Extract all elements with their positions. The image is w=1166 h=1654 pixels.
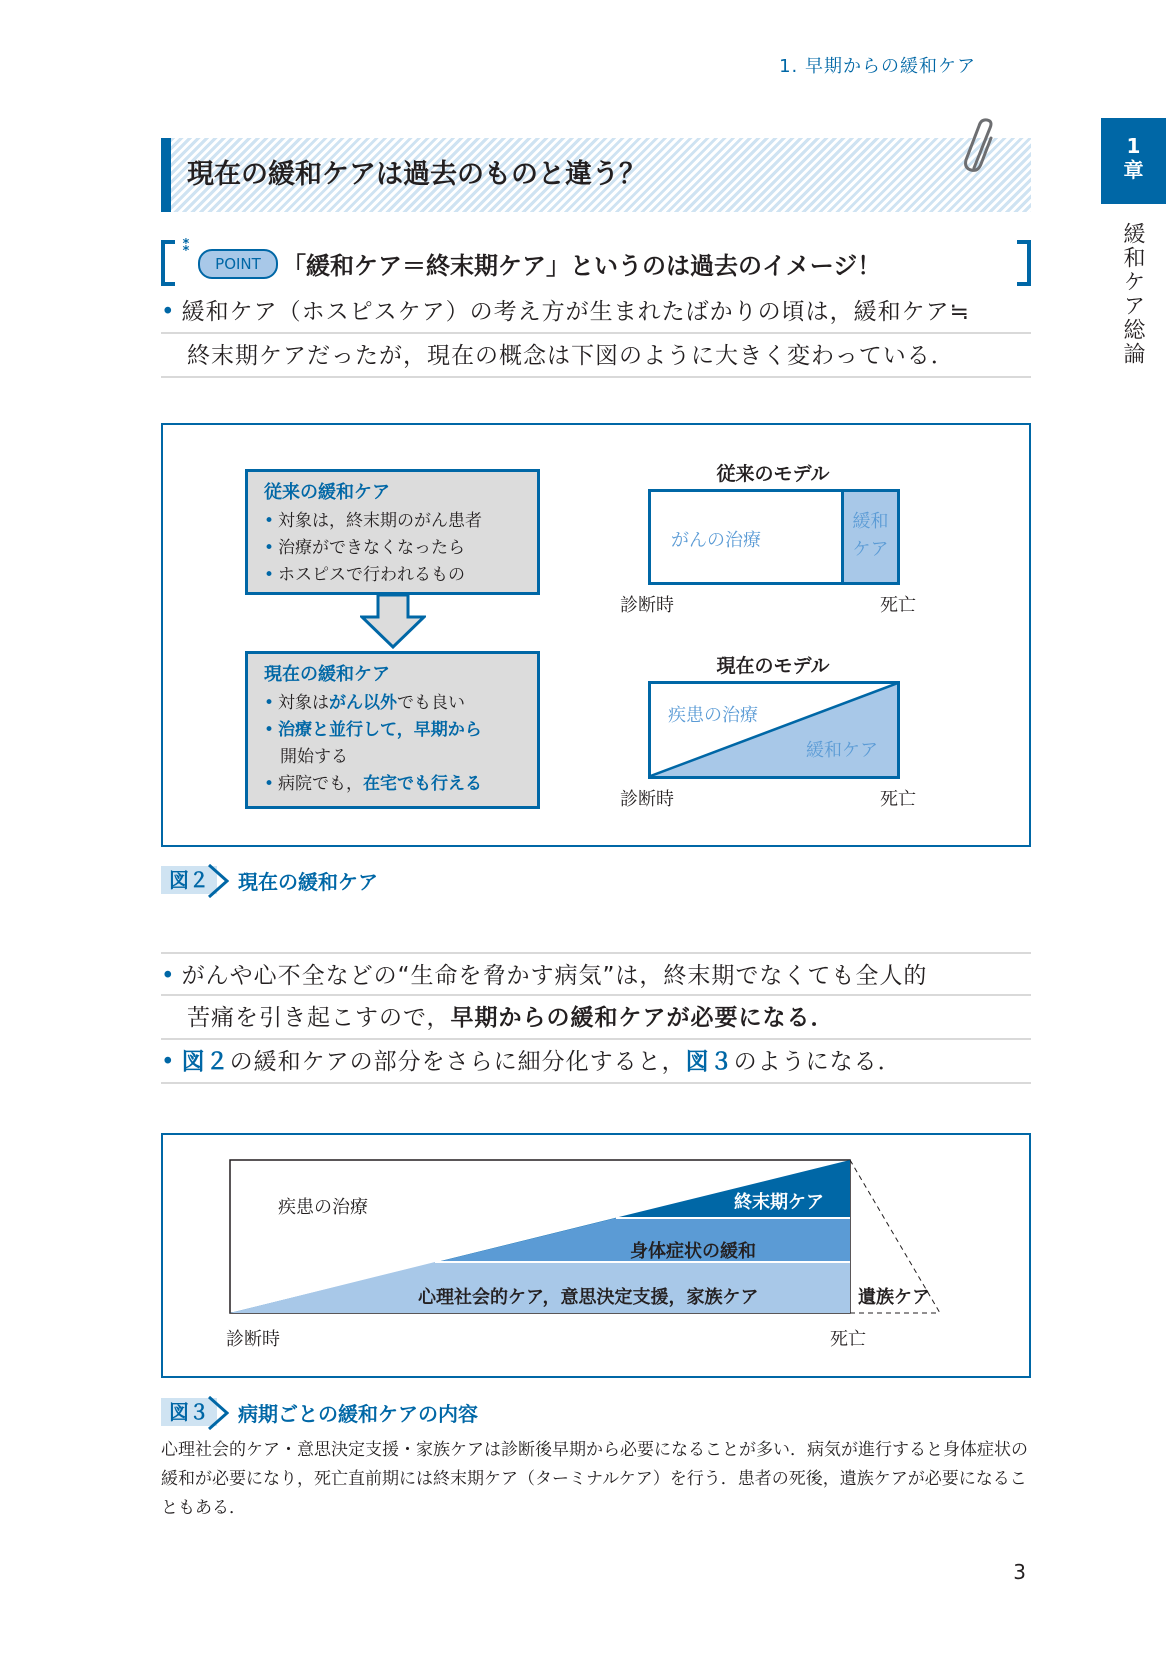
paperclip-icon	[960, 118, 1000, 174]
new-model-treatment: 疾患の治療	[668, 705, 758, 726]
new-care-title: 現在の緩和ケア	[264, 664, 390, 685]
old-model-chart	[648, 489, 900, 585]
new-model-start: 診断時	[620, 789, 674, 810]
chevron-right-icon	[207, 864, 229, 898]
old-care-item-text: ホスピスで行われるもの	[278, 565, 466, 585]
figure-3-caption: 病期ごとの緩和ケアの内容	[238, 1402, 478, 1426]
para1-line2: 終末期ケアだったが，現在の概念は下図のように大きく変わっている．	[161, 334, 1031, 378]
chapter-tab	[1101, 118, 1166, 204]
new-care-text: でも良い	[397, 693, 466, 713]
new-model-chart	[648, 681, 900, 779]
bullet-icon: •	[161, 963, 176, 989]
old-care-item: • 対象は，終末期のがん患者	[264, 511, 483, 531]
para2-line2	[161, 996, 1031, 1040]
fig3-symptom: 身体症状の緩和	[630, 1241, 756, 1262]
new-care-text: 対象は	[278, 693, 330, 713]
old-model-end: 死亡	[880, 595, 916, 616]
new-care-box	[245, 651, 540, 809]
fig3-treatment: 疾患の治療	[278, 1197, 368, 1218]
new-care-item: • 治療と並行して，早期から	[264, 720, 482, 740]
old-model-title: 従来のモデル	[716, 463, 830, 485]
old-care-item: • ホスピスで行われるもの	[264, 565, 466, 585]
figure-ref: 図２	[181, 1049, 230, 1075]
down-arrow-icon	[360, 595, 426, 649]
new-care-highlight: がん以外	[329, 693, 398, 713]
figure-ref: 図３	[685, 1049, 734, 1075]
old-care-item-text: 治療ができなくなったら	[278, 538, 466, 558]
figure-3-tag: 図３	[161, 1398, 217, 1426]
new-model-end: 死亡	[880, 789, 916, 810]
bullet-icon: •	[161, 1049, 176, 1075]
page-number: 3	[1013, 1560, 1026, 1584]
old-care-item-text: 対象は，終末期のがん患者	[278, 511, 483, 531]
new-care-text: 病院でも，	[278, 774, 364, 794]
old-model-care-line: ケア	[852, 539, 889, 560]
para1-line1	[161, 290, 1031, 334]
running-head: 1. 早期からの緩和ケア	[779, 56, 976, 77]
para2-line2-emphasis: 早期からの緩和ケアが必要になる．	[450, 1005, 835, 1031]
new-model-care: 緩和ケア	[806, 740, 878, 761]
old-model-care	[841, 492, 897, 582]
new-care-item: 開始する	[280, 747, 348, 767]
old-care-box	[245, 469, 540, 595]
figure-2-caption: 現在の緩和ケア	[238, 870, 378, 894]
para1-line1-text: 緩和ケア（ホスピスケア）の考え方が生まれたばかりの頃は，緩和ケア≒	[181, 299, 970, 325]
fig3-start: 診断時	[226, 1329, 280, 1350]
old-care-title: 従来の緩和ケア	[264, 482, 390, 503]
old-model-treatment: がんの治療	[671, 530, 761, 551]
figure-3-description: 心理社会的ケア・意思決定支援・家族ケアは診断後早期から必要になることが多い．病気が進行すると身体症状の緩和が必要になり，死亡直前期には終末期ケア（ターミナルケア）を行う．患者の死後，遺族ケアが必要になることもある．	[161, 1440, 1028, 1518]
bullet-icon: •	[161, 299, 176, 325]
old-model-start: 診断時	[620, 595, 674, 616]
para2-line3	[161, 1040, 1031, 1084]
fig3-terminal: 終末期ケア	[734, 1192, 824, 1213]
fig3-psychosocial: 心理社会的ケア，意思決定支援，家族ケア	[418, 1287, 759, 1308]
old-care-item: • 治療ができなくなったら	[264, 538, 466, 558]
old-model-care-line: 緩和	[852, 511, 889, 532]
point-text: 「緩和ケア＝終末期ケア」というのは過去のイメージ！	[282, 252, 882, 280]
chapter-label: 章	[1123, 158, 1144, 182]
new-care-item: • 対象はがん以外でも良い	[264, 693, 466, 713]
fig3-bereavement: 遺族ケア	[858, 1287, 930, 1308]
para2-line3-text: の緩和ケアの部分をさらに細分化すると，	[229, 1049, 686, 1075]
new-care-item: • 病院でも，在宅でも行える	[264, 774, 483, 794]
chapter-title: 緩和ケア総論	[1120, 222, 1145, 366]
point-badge: POINT	[198, 249, 278, 279]
para2-line2-text: 苦痛を引き起こすので，	[187, 1005, 451, 1031]
sparkle-icon: ⁑	[182, 236, 191, 255]
figure-2-tag: 図２	[161, 866, 217, 894]
new-care-highlight: 在宅でも行える	[363, 774, 483, 794]
fig3-end: 死亡	[830, 1329, 866, 1350]
new-care-highlight: 治療と並行して，早期から	[278, 720, 482, 740]
section-title: 現在の緩和ケアは過去のものと違う？	[161, 138, 1031, 212]
para2-line1	[161, 952, 1031, 996]
chapter-number: 1	[1126, 134, 1141, 158]
chevron-right-icon	[207, 1396, 229, 1430]
para2-line1-text: がんや心不全などの“生命を脅かす病気”は，終末期でなくても全人的	[181, 963, 928, 989]
para2-line3-text: のようになる．	[733, 1049, 902, 1075]
new-model-title: 現在のモデル	[716, 655, 830, 677]
